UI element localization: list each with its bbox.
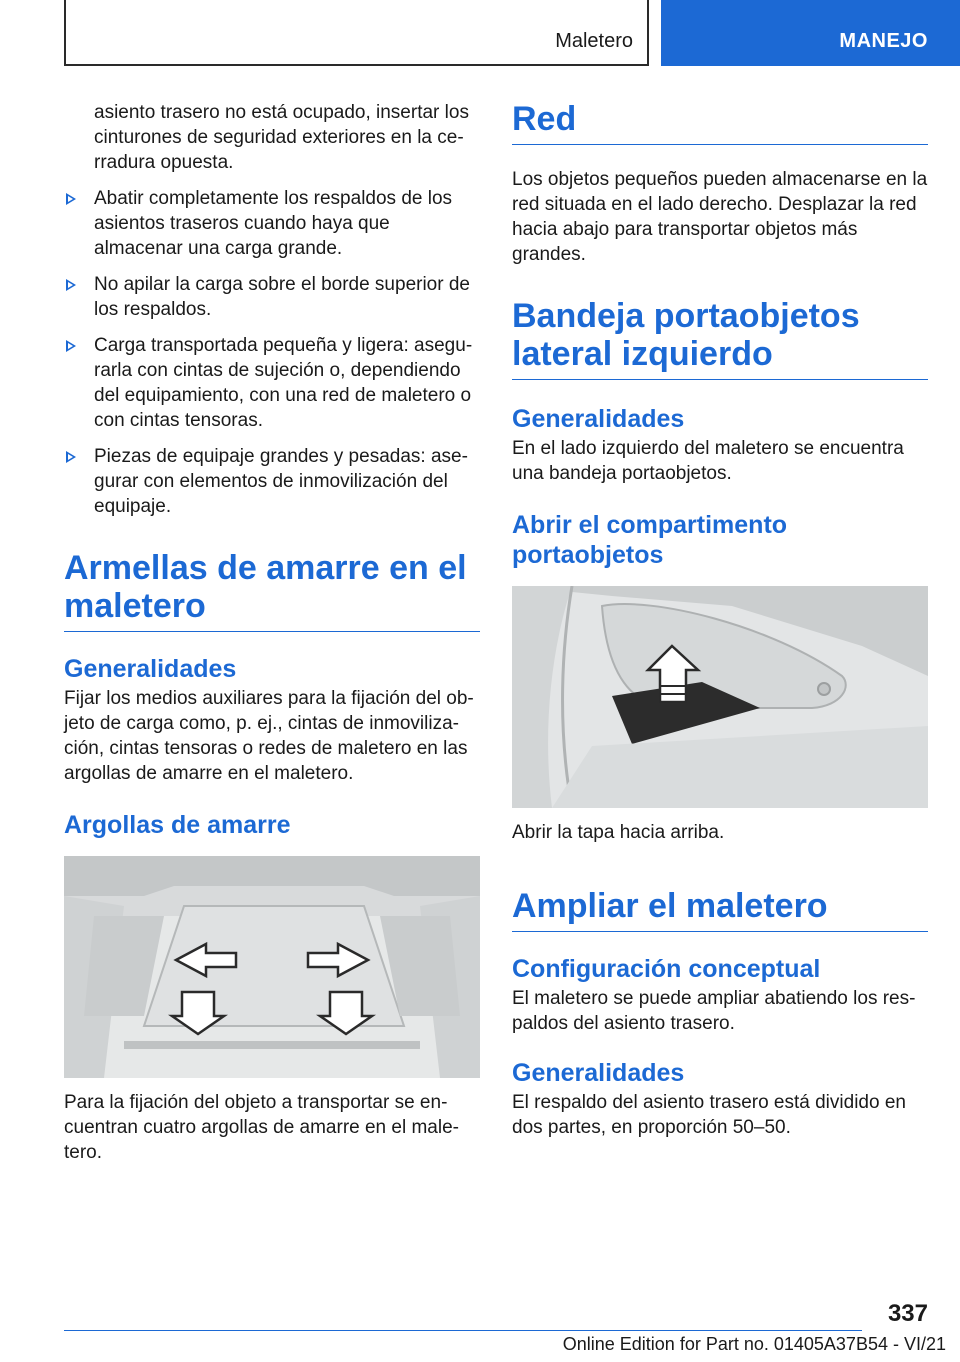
right-column [512,100,928,1140]
trunk-illustration [64,856,480,1078]
list-item: Abatir completamente los respaldos de los asientos traseros cuando haya que almacenar una carga grande. [64,186,480,261]
list-item: Piezas de equipaje grandes y pesadas: asegurar con elementos de inmovilización del equipaje. [64,444,480,519]
edition-note: Online Edition for Part no. 01405A37B54 - VI/21 [562,1334,946,1354]
running-header [64,0,649,66]
trunk-tie-downs-photo [64,856,480,1078]
page-number: 337 [887,1300,928,1327]
heading-generalidades-bandeja: Generalidades [512,405,685,433]
triangle-bullet-icon [66,279,76,291]
triangle-bullet-icon [66,193,76,205]
paragraph-configuracion: El maletero se puede ampliar abatiendo los respaldos del asiento trasero. [512,988,916,1034]
chapter-tab [661,0,960,66]
heading-argollas: Argollas de amarre [64,811,291,839]
heading-armellas: Armellas de amarre en el maletero [64,549,480,632]
paragraph-red: Los objetos pequeños pueden almacenarse en la red situada en el lado derecho. Desplazar la red hacia abajo para transportar objetos más grandes. [512,169,928,265]
compartment-illustration [512,586,928,808]
heading-bandeja: Bandeja portaobjetos lateral izquierdo [512,297,928,380]
paragraph-generalidades: Fijar los medios auxiliares para la fijación del objeto de carga como, p. ej., cintas de inmovilización, cintas tensoras o redes de maletero en las argollas de amarre en el maletero. [64,688,474,784]
instruction-list [64,186,480,519]
heading-configuracion: Configuración conceptual [512,955,821,983]
heading-generalidades: Generalidades [64,655,237,683]
paragraph-bandeja: En el lado izquierdo del maletero se encuentra una bandeja portaobjetos. [512,438,904,484]
list-item: Carga transportada pequeña y ligera: asegurarla con cintas de sujeción o, dependiendo del equipamiento, con una red de maletero o con cintas tensoras. [64,333,480,433]
heading-red: Red [512,100,928,145]
triangle-bullet-icon [66,340,76,352]
paragraph-generalidades-ampliar: El respaldo del asiento trasero está dividido en dos partes, en proporción 50–50. [512,1092,906,1138]
heading-generalidades-ampliar: Generalidades [512,1059,685,1087]
continued-bullet-text: asiento trasero no está ocupado, insertar los cinturones de seguridad exteriores en la cerradura opuesta. [94,102,469,173]
chapter-title: MANEJO [839,30,928,52]
heading-ampliar: Ampliar el maletero [512,887,928,932]
heading-abrir: Abrir el compartimento portaobjetos [512,511,788,569]
caption-argollas: Para la fijación del objeto a transportar se encuentran cuatro argollas de amarre en el maletero. [64,1092,459,1163]
left-column [64,100,480,1165]
storage-compartment-photo [512,586,928,808]
caption-abrir: Abrir la tapa hacia arriba. [512,822,725,843]
list-item: No apilar la carga sobre el borde superior de los respaldos. [64,272,480,322]
section-title: Maletero [555,30,633,52]
footer-divider [64,1330,862,1331]
triangle-bullet-icon [66,451,76,463]
